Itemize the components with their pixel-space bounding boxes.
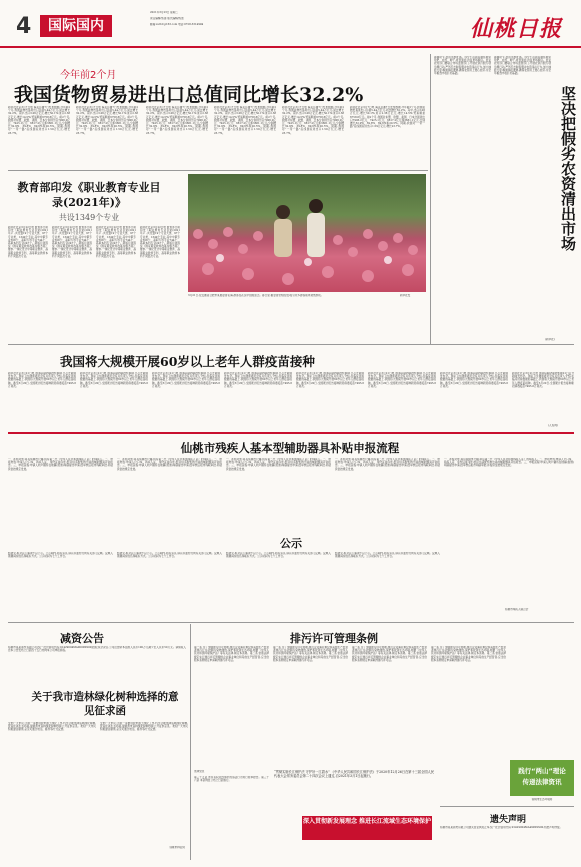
education-headline: 教育部印发《职业教育专业目录(2021年)》 bbox=[17, 181, 161, 209]
vaccine-byline: (人民网) bbox=[548, 424, 558, 427]
disability-org: 仙桃市残疾人联合会 bbox=[505, 608, 529, 611]
lower-section-rule bbox=[8, 622, 574, 623]
newspaper-logo: 仙桃日报 bbox=[470, 16, 563, 42]
notice-body-col3: 经研究,拟对以下事项予以公示。公示期内,如有异议,请以书面形式向有关部门反映。反映人须署真实姓名和联系方式。公示时间为七个工作日。 bbox=[226, 552, 331, 559]
notice-body-col2: 经研究,拟对以下事项予以公示。公示期内,如有异议,请以书面形式向有关部门反映。反映人须署真实姓名和联系方式。公示时间为七个工作日。 bbox=[117, 552, 222, 559]
page-number: 4 bbox=[16, 14, 32, 39]
law-ad-banner: 深入贯彻新发展理念 推进长江流域生态环境保护 bbox=[302, 816, 432, 840]
disability-headline: 仙桃市残疾人基本型辅助器具补贴申报流程 bbox=[180, 441, 400, 455]
law-ad-body: “贯彻实施长江保护法 守护好一江碧水” 《中华人民共和国长江保护法》于2020年12月26日在第十三届全国人民代表大会常务委员会第二十四次会议上通过,自2021年3月1日起施行。 bbox=[274, 770, 434, 778]
notice-body-col4: 经研究,拟对以下事项予以公示。公示期内,如有异议,请以书面形式向有关部门反映。反映人须署真实姓名和联系方式。公示时间为七个工作日。 bbox=[335, 552, 440, 559]
void-headline: 遗失声明 bbox=[490, 815, 527, 825]
photo-credit: 新华社发 bbox=[400, 294, 411, 297]
education-subtitle: 共设1349个专业 bbox=[58, 213, 120, 222]
masthead-rule bbox=[0, 46, 581, 48]
vaccine-body-col3: 新华社北京3月21日电 国务院联防联控机制21日召开新闻发布会。国家卫生健康委员会有关负责人介绍,在临床试验数据的基础上,我国将大规模开展60岁以上老年人群疫苗接种。截至3月20日,全国累计报告接种新冠病毒疫苗7495.6万剂次。 bbox=[152, 372, 220, 388]
disability-body-col1: 一、补贴对象:具有仙桃市户籍,持有第二代《中华人民共和国残疾人证》的残疾人。二、申报材料:申请人户口本、残疾人证、身份证复印件;经评估适配机构出具的辅助器具评估报告。三、申报流程:申请人向户籍所在地镇(街道)残联提出申请,经审核后报市残联审批,补贴资金按规定发放。 bbox=[8, 458, 113, 471]
void-top-rule bbox=[440, 806, 574, 807]
vaccine-body-col6: 新华社北京3月21日电 国务院联防联控机制21日召开新闻发布会。国家卫生健康委员会有关负责人介绍,在临床试验数据的基础上,我国将大规模开展60岁以上老年人群疫苗接种。截至3月20日,全国累计报告接种新冠病毒疫苗7495.6万剂次。 bbox=[368, 372, 436, 388]
disability-body-col2: 一、补贴对象:具有仙桃市户籍,持有第二代《中华人民共和国残疾人证》的残疾人。二、申报材料:申请人户口本、残疾人证、身份证复印件;经评估适配机构出具的辅助器具评估报告。三、申报流程:申请人向户籍所在地镇(街道)残联提出申请,经审核后报市残联审批,补贴资金按规定发放。 bbox=[117, 458, 222, 471]
law-ad-block bbox=[274, 770, 434, 860]
reduction-headline: 减资公告 bbox=[60, 632, 104, 645]
permit-body-col1: 第一条 为了加强排污许可管理,规范企业事业单位和其他生产经营者排污行为,控制污染物排放,保护和改善生态环境,根据《中华人民共和国环境保护法》等有关法律,制定本条例。第二条 依照法律规定实行排污许可管理的企业事业单位和其他生产经营者,应当依照本条例规定申请取得排污许可证。 bbox=[194, 646, 269, 662]
greening-org: 仙桃市林业局 bbox=[169, 846, 185, 849]
permit-left-rule bbox=[190, 624, 191, 860]
election-title: 选择党员 bbox=[194, 770, 205, 773]
person-left bbox=[274, 205, 292, 257]
permit-body-col4: 第一条 为了加强排污许可管理,规范企业事业单位和其他生产经营者排污行为,控制污染物排放,保护和改善生态环境,根据《中华人民共和国环境保护法》等有关法律,制定本条例。第二条 依照法律规定实行排污许可管理的企业事业单位和其他生产经营者,应当依照本条例规定申请取得排污许可证。 bbox=[431, 646, 506, 662]
education-body-col4: 新华社北京3月22日电 教育部日前印发《职业教育专业目录(2021年)》,共设置19个专业大类、97个专业类、1349个专业,其中中职专业358个、高职专科专业744个、高职本科专业247个。新版目录落实《国家职业教育改革实施方案》要求,一体化设计中等职业教育、高等职业教育专科、高等职业教育本科不同层次专业。 bbox=[140, 226, 180, 258]
permit-body-col3: 第一条 为了加强排污许可管理,规范企业事业单位和其他生产经营者排污行为,控制污染物排放,保护和改善生态环境,根据《中华人民共和国环境保护法》等有关法律,制定本条例。第二条 依照法律规定实行排污许可管理的企业事业单位和其他生产经营者,应当依照本条例规定申请取得排污许可证。 bbox=[352, 646, 427, 662]
trade-body-col1: 新华社北京3月7日电 海关总署7日发布数据,今年前2个月,我国货物贸易进出口总值5.44万亿元,同比增长32.2%。其中,出口3.06万亿元,增长50.1%;进口2.38万亿元,增长14.5%;贸易顺差6758.6亿元。前2个月,我国对东盟、欧盟、美国、日本分别进出口7906.2亿元、7425.1亿元、6817.2亿元和3661.1亿元,分别增长32.9%、39.8%、69.6%和20.5%。同期,我国对“一带一路”沿线国家进出口1.59万亿元,增长23.7%。 bbox=[8, 106, 70, 135]
tulip-field-illustration bbox=[188, 174, 426, 292]
disability-top-rule bbox=[8, 432, 574, 434]
vaccine-headline: 我国将大规模开展60岁以上老年人群疫苗接种 bbox=[60, 354, 315, 369]
disability-body-col5: 一、补贴对象:具有仙桃市户籍,持有第二代《中华人民共和国残疾人证》的残疾人。二、申报材料:申请人户口本、残疾人证、身份证复印件;经评估适配机构出具的辅助器具评估报告。三、申报流程:申请人向户籍所在地镇(街道)残联提出申请,经审核后报市残联审批,补贴资金按规定发放。 bbox=[444, 458, 574, 468]
education-body-col2: 新华社北京3月22日电 教育部日前印发《职业教育专业目录(2021年)》,共设置19个专业大类、97个专业类、1349个专业,其中中职专业358个、高职专科专业744个、高职本科专业247个。新版目录落实《国家职业教育改革实施方案》要求,一体化设计中等职业教育、高等职业教育专科、高等职业教育本科不同层次专业。 bbox=[52, 226, 92, 258]
trade-body-col4: 新华社北京3月7日电 海关总署7日发布数据,今年前2个月,我国货物贸易进出口总值5.44万亿元,同比增长32.2%。其中,出口3.06万亿元,增长50.1%;进口2.38万亿元,增长14.5%;贸易顺差6758.6亿元。前2个月,我国对东盟、欧盟、美国、日本分别进出口7906.2亿元、7425.1亿元、6817.2亿元和3661.1亿元,分别增长32.9%、39.8%、69.6%和20.5%。同期,我国对“一带一路”沿线国家进出口1.59万亿元,增长23.7%。 bbox=[214, 106, 276, 135]
photo-caption: 3月21日,在安徽省合肥市某郁金香花海,游客在花丛中拍照留念。春日里,郁金香竞相绽放,吸引众多游客前来观赏游玩。 bbox=[188, 294, 324, 297]
reduction-body: 仙桃市某某商贸有限公司(统一社会信用代码:91429004MA0000XX00)经股东会决议,公司注册资本由原人民币100万元减少至人民币50万元。请债权人自本公告发布之日起四十五日内向本公司申报债权。 bbox=[8, 646, 186, 653]
law-box bbox=[510, 760, 574, 796]
greening-headline: 关于我市造林绿化树种选择的意见征求函 bbox=[31, 691, 179, 717]
trade-body-col2: 新华社北京3月7日电 海关总署7日发布数据,今年前2个月,我国货物贸易进出口总值5.44万亿元,同比增长32.2%。其中,出口3.06万亿元,增长50.1%;进口2.38万亿元,增长14.5%;贸易顺差6758.6亿元。前2个月,我国对东盟、欧盟、美国、日本分别进出口7906.2亿元、7425.1亿元、6817.2亿元和3661.1亿元,分别增长32.9%、39.8%、69.6%和20.5%。同期,我国对“一带一路”沿线国家进出口1.59万亿元,增长23.7%。 bbox=[76, 106, 138, 135]
permit-body-col2: 第一条 为了加强排污许可管理,规范企业事业单位和其他生产经营者排污行为,控制污染物排放,保护和改善生态环境,根据《中华人民共和国环境保护法》等有关法律,制定本条例。第二条 依照法律规定实行排污许可管理的企业事业单位和其他生产经营者,应当依照本条例规定申请取得排污许可证。 bbox=[273, 646, 348, 662]
disability-body-col3: 一、补贴对象:具有仙桃市户籍,持有第二代《中华人民共和国残疾人证》的残疾人。二、申报材料:申请人户口本、残疾人证、身份证复印件;经评估适配机构出具的辅助器具评估报告。三、申报流程:申请人向户籍所在地镇(街道)残联提出申请,经审核后报市残联审批,补贴资金按规定发放。 bbox=[226, 458, 331, 471]
trade-body-col6: 新华社北京3月7日电 海关总署7日发布数据,今年前2个月,我国货物贸易进出口总值5.44万亿元,同比增长32.2%。其中,出口3.06万亿元,增长50.1%;进口2.38万亿元,增长14.5%;贸易顺差6758.6亿元。前2个月,我国对东盟、欧盟、美国、日本分别进出口7906.2亿元、7425.1亿元、6817.2亿元和3661.1亿元,分别增长32.9%、39.8%、69.6%和20.5%。同期,我国对“一带一路”沿线国家进出口1.59万亿元,增长23.7%。 bbox=[350, 106, 425, 129]
law-box-subtitle: 传递法律资讯 bbox=[522, 778, 562, 786]
void-body: 仙桃市某某商贸有限公司遗失营业执照正本,统一社会信用代码:91429004MA490XXX00,特此声明作废。 bbox=[440, 826, 563, 829]
trade-kicker: 今年前2个月 bbox=[60, 70, 117, 81]
trade-body-col3: 新华社北京3月7日电 海关总署7日发布数据,今年前2个月,我国货物贸易进出口总值5.44万亿元,同比增长32.2%。其中,出口3.06万亿元,增长50.1%;进口2.38万亿元,增长14.5%;贸易顺差6758.6亿元。前2个月,我国对东盟、欧盟、美国、日本分别进出口7906.2亿元、7425.1亿元、6817.2亿元和3661.1亿元,分别增长32.9%、39.8%、69.6%和20.5%。同期,我国对“一带一路”沿线国家进出口1.59万亿元,增长23.7%。 bbox=[146, 106, 208, 135]
permit-headline: 排污许可管理条例 bbox=[290, 632, 378, 645]
education-body-col3: 新华社北京3月22日电 教育部日前印发《职业教育专业目录(2021年)》,共设置19个专业大类、97个专业类、1349个专业,其中中职专业358个、高职专科专业744个、高职本科专业247个。新版目录落实《国家职业教育改革实施方案》要求,一体化设计中等职业教育、高等职业教育专科、高等职业教育本科不同层次专业。 bbox=[96, 226, 136, 258]
vaccine-body-col2: 新华社北京3月21日电 国务院联防联控机制21日召开新闻发布会。国家卫生健康委员会有关负责人介绍,在临床试验数据的基础上,我国将大规模开展60岁以上老年人群疫苗接种。截至3月20日,全国累计报告接种新冠病毒疫苗7495.6万剂次。 bbox=[80, 372, 148, 388]
contact-line: 邮箱:xsrb1@163.com 电话:0728-3314994 bbox=[150, 23, 204, 26]
law-box-org: 仙桃市生态环境局 bbox=[531, 798, 553, 801]
education-body-col1: 新华社北京3月22日电 教育部日前印发《职业教育专业目录(2021年)》,共设置19个专业大类、97个专业类、1349个专业,其中中职专业358个、高职专科专业744个、高职本科专业247个。新版目录落实《国家职业教育改革实施方案》要求,一体化设计中等职业教育、高等职业教育专科、高等职业教育本科不同层次专业。 bbox=[8, 226, 48, 258]
greening-body-col2: 全市广大市民:为进一步推进我市国土绿化工作,科学合理选择造林绿化树种,营造优美生态环境,现就我市造林绿化树种选择公开征求意见。欢迎广大市民积极建言献策,意见可通过电话、邮件等方式反馈。 bbox=[100, 722, 188, 732]
date-line: 2021年3月23日 星期二 bbox=[150, 11, 178, 14]
greening-body-col1: 全市广大市民:为进一步推进我市国土绿化工作,科学合理选择造林绿化树种,营造优美生态环境,现就我市造林绿化树种选择公开征求意见。欢迎广大市民积极建言献策,意见可通过电话、邮件等方式反馈。 bbox=[8, 722, 96, 732]
election-body: 第三十五条 选民有权对选举中的违法行为进行检举控告。第三十六条 本条例自公布之日起施行。 bbox=[194, 776, 269, 783]
section-label: 国际国内 bbox=[40, 15, 112, 37]
vaccine-body-col5: 新华社北京3月21日电 国务院联防联控机制21日召开新闻发布会。国家卫生健康委员会有关负责人介绍,在临床试验数据的基础上,我国将大规模开展60岁以上老年人群疫苗接种。截至3月20日,全国累计报告接种新冠病毒疫苗7495.6万剂次。 bbox=[296, 372, 364, 388]
trade-headline: 我国货物贸易进出口总值同比增长32.2% bbox=[14, 84, 364, 106]
fake-goods-body-col2: 春耕时节,农资需求旺盛。部分不法商家制售假劣化肥、农药、种子,坑农害农,扰乱市场秩序。农业农村部门要联合市场监管部门,开展农资打假专项治理行动,严厉打击制售假劣农资违法行为,加大抽检力度,畅通举报渠道,确保农民用上放心农资,为全年粮食丰收打好基础。 bbox=[494, 56, 551, 76]
right-column-divider bbox=[430, 54, 431, 344]
masthead bbox=[0, 0, 581, 52]
vaccine-body-col1: 新华社北京3月21日电 国务院联防联控机制21日召开新闻发布会。国家卫生健康委员会有关负责人介绍,在临床试验数据的基础上,我国将大规模开展60岁以上老年人群疫苗接种。截至3月20日,全国累计报告接种新冠病毒疫苗7495.6万剂次。 bbox=[8, 372, 76, 388]
editor-line: 责任编辑/熊锋 版式编辑/熊雷 bbox=[150, 17, 184, 20]
notice-body-col1: 经研究,拟对以下事项予以公示。公示期内,如有异议,请以书面形式向有关部门反映。反映人须署真实姓名和联系方式。公示时间为七个工作日。 bbox=[8, 552, 113, 559]
fake-goods-body-col1: 春耕时节,农资需求旺盛。部分不法商家制售假劣化肥、农药、种子,坑农害农,扰乱市场秩序。农业农村部门要联合市场监管部门,开展农资打假专项治理行动,严厉打击制售假劣农资违法行为,加大抽检力度,畅通举报渠道,确保农民用上放心农资,为全年粮食丰收打好基础。 bbox=[434, 56, 491, 76]
disability-body-col4: 一、补贴对象:具有仙桃市户籍,持有第二代《中华人民共和国残疾人证》的残疾人。二、申报材料:申请人户口本、残疾人证、身份证复印件;经评估适配机构出具的辅助器具评估报告。三、申报流程:申请人向户籍所在地镇(街道)残联提出申请,经审核后报市残联审批,补贴资金按规定发放。 bbox=[335, 458, 440, 471]
trade-body-col5: 新华社北京3月7日电 海关总署7日发布数据,今年前2个月,我国货物贸易进出口总值5.44万亿元,同比增长32.2%。其中,出口3.06万亿元,增长50.1%;进口2.38万亿元,增长14.5%;贸易顺差6758.6亿元。前2个月,我国对东盟、欧盟、美国、日本分别进出口7906.2亿元、7425.1亿元、6817.2亿元和3661.1亿元,分别增长32.9%、39.8%、69.6%和20.5%。同期,我国对“一带一路”沿线国家进出口1.59万亿元,增长23.7%。 bbox=[282, 106, 344, 135]
notice-headline: 公示 bbox=[280, 537, 302, 550]
law-box-title: 践行“两山”理论 bbox=[518, 767, 566, 775]
fake-goods-byline: (新华社) bbox=[545, 338, 555, 341]
person-right bbox=[307, 199, 325, 257]
vaccine-body-col7: 新华社北京3月21日电 国务院联防联控机制21日召开新闻发布会。国家卫生健康委员会有关负责人介绍,在临床试验数据的基础上,我国将大规模开展60岁以上老年人群疫苗接种。截至3月20日,全国累计报告接种新冠病毒疫苗7495.6万剂次。 bbox=[440, 372, 508, 388]
vaccine-top-rule bbox=[8, 344, 574, 345]
vaccine-body-col4: 新华社北京3月21日电 国务院联防联控机制21日召开新闻发布会。国家卫生健康委员会有关负责人介绍,在临床试验数据的基础上,我国将大规模开展60岁以上老年人群疫苗接种。截至3月20日,全国累计报告接种新冠病毒疫苗7495.6万剂次。 bbox=[224, 372, 292, 388]
tulip-photo bbox=[188, 174, 426, 292]
vaccine-body-col8: 新华社北京3月21日电 国务院联防联控机制21日召开新闻发布会。国家卫生健康委员会有关负责人介绍,在临床试验数据的基础上,我国将大规模开展60岁以上老年人群疫苗接种。截至3月20日,全国累计报告接种新冠病毒疫苗7495.6万剂次。 bbox=[512, 372, 574, 388]
trade-divider bbox=[8, 170, 428, 171]
fake-goods-headline: 坚决把假劣农资清出市场 bbox=[559, 86, 577, 251]
